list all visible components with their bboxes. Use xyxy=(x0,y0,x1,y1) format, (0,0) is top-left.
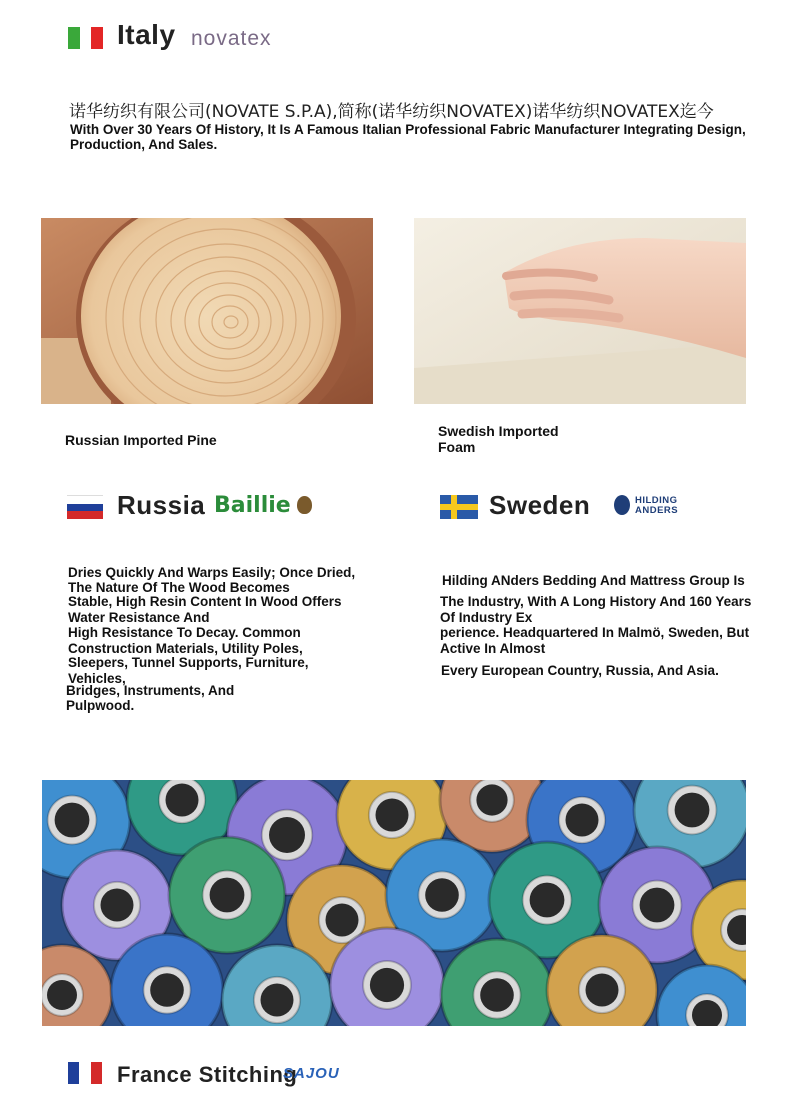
pine-log-image xyxy=(41,218,373,404)
sweden-heading: Sweden xyxy=(489,490,591,520)
spool-hole-icon xyxy=(370,968,404,1002)
baillie-logo-text: Baillie xyxy=(214,493,291,518)
russia-desc-line: High Resistance To Decay. Common xyxy=(68,625,301,640)
spool-hole-icon xyxy=(261,984,294,1017)
spool-hole-icon xyxy=(586,974,619,1007)
sweden-desc-line: Hilding ANders Bedding And Mattress Group Is xyxy=(442,573,745,588)
france-heading: France Stitching xyxy=(117,1062,298,1087)
russia-flag-icon xyxy=(67,495,103,519)
spool-hole-icon xyxy=(55,803,90,838)
italy-heading: Italy xyxy=(117,19,176,50)
spool-hole-icon xyxy=(675,793,710,828)
hilding-anders-logo xyxy=(614,494,692,518)
france-flag-icon xyxy=(68,1062,102,1084)
spool-hole-icon xyxy=(530,883,565,918)
italy-description: With Over 30 Years Of History, It Is A Famous Italian Professional Fabric Manufacturer Integrating Design, Production, And Sales. xyxy=(70,122,746,152)
baillie-emblem-icon xyxy=(297,496,312,514)
russia-desc-line: Water Resistance And xyxy=(68,610,210,625)
sweden-desc-line: Active In Almost xyxy=(440,641,546,656)
spool-hole-icon xyxy=(166,784,199,817)
spool-hole-icon xyxy=(101,889,134,922)
russia-desc-line: Vehicles, xyxy=(68,671,126,686)
foam-caption-line1: Swedish Imported xyxy=(438,423,559,439)
sweden-flag-icon xyxy=(440,495,478,519)
spool-hole-icon xyxy=(376,799,409,832)
russia-desc-line: The Nature Of The Wood Becomes xyxy=(68,580,290,595)
foam-caption-line2: Foam xyxy=(438,439,476,455)
russia-desc-line: Sleepers, Tunnel Supports, Furniture, xyxy=(68,655,309,670)
spool-hole-icon xyxy=(480,978,514,1012)
sajou-logo: SAJOU xyxy=(283,1065,340,1082)
novatex-logo: novatex xyxy=(191,27,272,50)
russia-heading: Russia xyxy=(117,490,206,520)
spool-hole-icon xyxy=(640,888,675,923)
italy-flag-icon xyxy=(68,27,103,49)
spool-hole-icon xyxy=(210,878,245,913)
hilding-anders-logo-line2: ANDERS xyxy=(635,505,679,516)
russia-desc-line: Dries Quickly And Warps Easily; Once Dried, xyxy=(68,565,356,580)
sweden-desc-line: The Industry, With A Long History And 160 Years xyxy=(440,594,752,609)
sweden-desc-line: perience. Headquartered In Malmö, Sweden, But xyxy=(440,625,750,640)
thread-spools-image xyxy=(42,780,746,1026)
spool-hole-icon xyxy=(150,973,184,1007)
sweden-desc-line: Of Industry Ex xyxy=(440,610,533,625)
hilding-anders-emblem-icon xyxy=(614,495,630,515)
sweden-desc-line: Every European Country, Russia, And Asia. xyxy=(441,663,719,678)
spool-hole-icon xyxy=(326,904,359,937)
hilding-anders-logo-line1: HILDING xyxy=(635,495,678,506)
russia-desc-line: Bridges, Instruments, And xyxy=(66,683,235,698)
spool-hole-icon xyxy=(566,804,599,837)
baillie-logo xyxy=(214,493,312,518)
spool-hole-icon xyxy=(47,980,77,1010)
pine-caption: Russian Imported Pine xyxy=(65,432,217,448)
foam-hand-image xyxy=(414,218,746,404)
russia-desc-line: Pulpwood. xyxy=(66,698,135,713)
spool-hole-icon xyxy=(476,784,507,815)
russia-desc-line: Construction Materials, Utility Poles, xyxy=(68,641,303,656)
russia-desc-line: Stable, High Resin Content In Wood Offers xyxy=(68,594,342,609)
spool-hole-icon xyxy=(269,817,305,853)
spool-hole-icon xyxy=(425,878,459,912)
italy-chinese-line: 诺华纺织有限公司(NOVATE S.P.A),简称(诺华纺织NOVATEX)诺华纺织NOVATEX迄今 xyxy=(69,102,714,122)
